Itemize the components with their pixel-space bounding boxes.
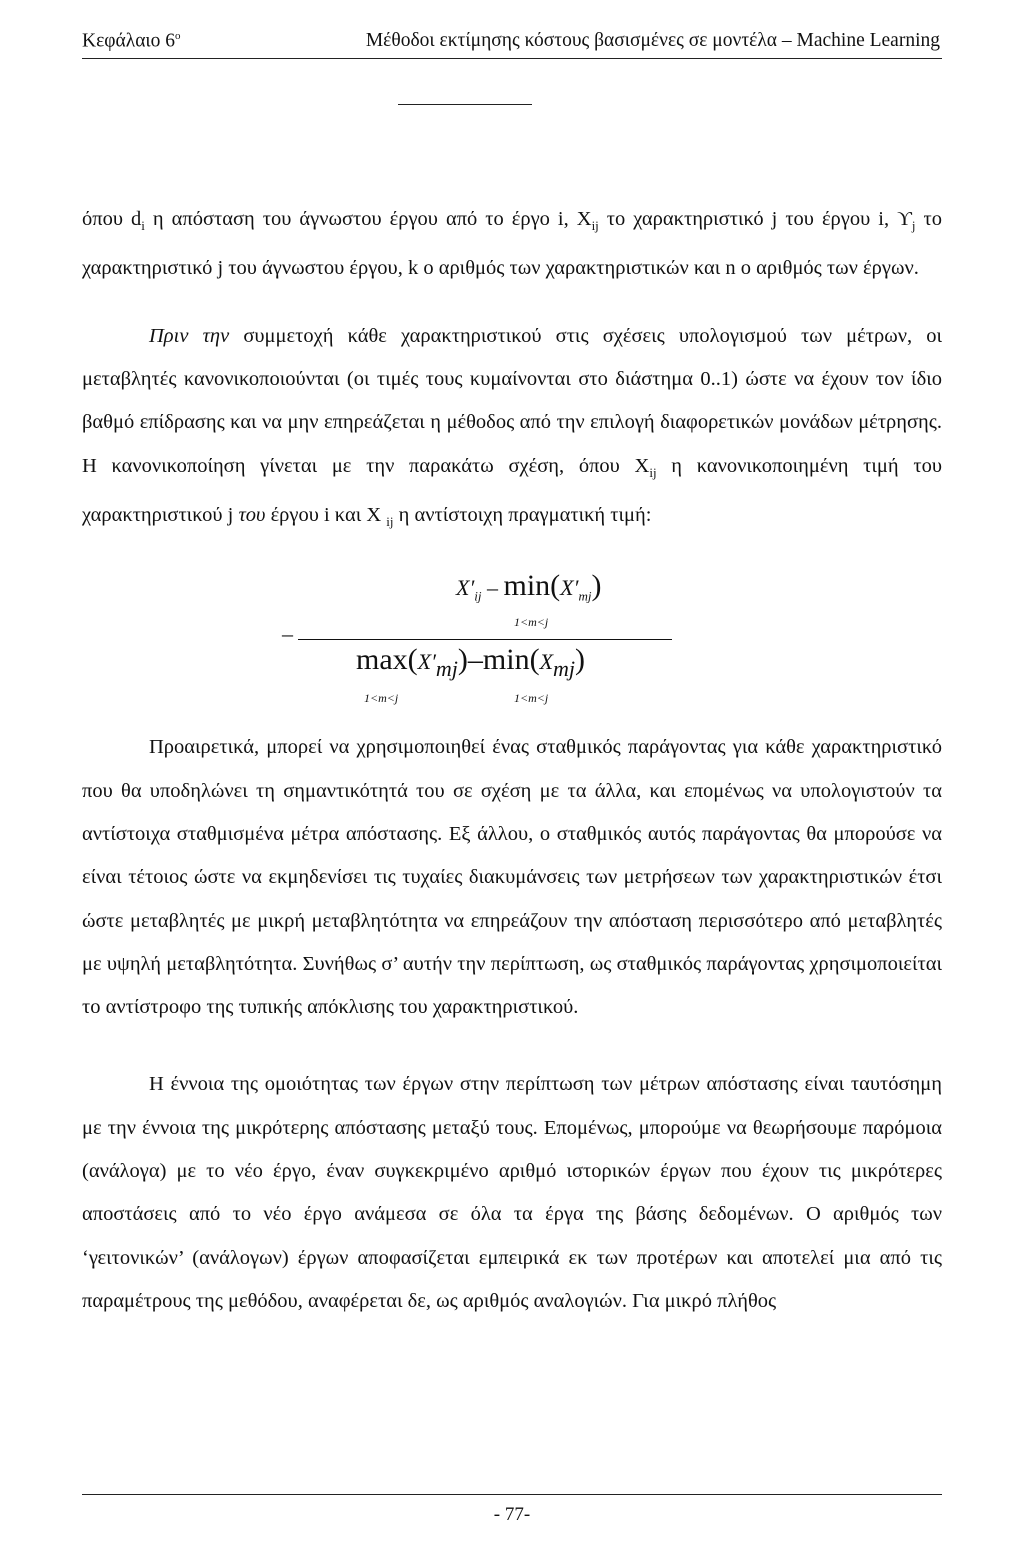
normalization-formula bbox=[82, 551, 942, 726]
chapter-label: Κεφάλαιο $6^o$ bbox=[82, 30, 181, 52]
paragraph-variables: όπου $d_i$ η απόσταση του άγνωστου έργου από το έργο i, $X_{ij}$ το χαρακτηριστικό j του έργου i, $ϒ_j$ το χαρακτηριστικό j του άγνωστου έργου, k ο αριθμός των χαρακτηριστικών και n ο αριθμός των έργων. bbox=[82, 208, 943, 280]
fraction-bar bbox=[298, 639, 672, 640]
formula-range-min: 1<m<j bbox=[514, 691, 549, 706]
paragraph-normalization: Πριν την συμμετοχή κάθε χαρακτηριστικού στις σχέσεις υπολογισμού των μέτρων, οι μεταβλητές κανονικοποιούνται (οι τιμές τους κυμαίνονται στο διάστημα 0..1) ώστε να έχουν τον ίδιο βαθμό επίδρασης και να μην επηρεάζεται η μέθοδος από την επιλογή διαφορετικών μονάδων μέτρησης. Η κανονικοποίηση γίνεται με την παρακάτω σχέση, όπου $X_{ij}$ η κανονικοποιημένη τιμή του χαρακτηριστικού j του έργου i και X $_{ij}$ η αντίστοιχη πραγματική τιμή: bbox=[82, 324, 942, 530]
running-header bbox=[82, 30, 942, 60]
formula-leading-minus: – bbox=[282, 621, 293, 647]
short-separator-rule bbox=[398, 104, 532, 105]
paragraph-similarity: Η έννοια της ομοιότητας των έργων στην περίπτωση των μέτρων απόστασης είναι ταυτόσημη με την έννοια της μικρότερης απόστασης μεταξύ τους. Επομένως, μπορούμε να θεωρήσουμε παρόμοια (ανάλογα) με το νέο έργο, έναν συγκεκριμένο αριθμό ιστορικών έργων που έχουν τις μικρότερες αποστάσεις από το νέο έργο ανάμεσα σε όλα τα έργα της βάσης δεδομένων. Ο αριθμός των ‘γειτονικών’ (ανάλογων) έργων αποφασίζεται εμπειρικά εκ των προτέρων και αποτελεί μια από τις παραμέτρους της μεθόδου, αναφέρεται δε, ως αριθμός αναλογιών. Για μικρό πλήθος bbox=[82, 1073, 942, 1312]
formula-range-max: 1<m<j bbox=[364, 691, 399, 706]
formula-numerator: $X'_{ij} - \min(X'_{mj})$ bbox=[456, 569, 602, 604]
chapter-title: Μέθοδοι εκτίμησης κόστους βασισμένες σε μοντέλα – Machine Learning bbox=[365, 30, 940, 51]
footer-rule bbox=[82, 1494, 942, 1495]
formula-range-numerator: 1<m<j bbox=[514, 615, 549, 630]
formula-denominator: $\max(X'_{mj})-\min(X_{mj})$ bbox=[356, 643, 586, 682]
body-text bbox=[82, 198, 942, 1323]
header-rule bbox=[82, 58, 942, 59]
page-number: - 77- bbox=[493, 1504, 531, 1525]
paragraph-weighting: Προαιρετικά, μπορεί να χρησιμοποιηθεί ένας σταθμικός παράγοντας για κάθε χαρακτηριστικό που θα υποδηλώνει τη σημαντικότητά του σε σχέση με τα άλλα, και επομένως να υπολογιστούν τα αντίστοιχα σταθμισμένα μέτρα απόστασης. Εξ άλλου, ο σταθμικός αυτός παράγοντας θα μπορούσε να είναι τέτοιος ώστε να εκμηδενίσει τις τυχαίες διακυμάνσεις των μετρήσεων των χαρακτηριστικών έτσι ώστε μεταβλητές με μικρή μεταβλητότητα να επηρεάζουν την απόσταση περισσότερο από μεταβλητές με υψηλή μεταβλητότητα. Συνήθως σ’ αυτήν την περίπτωση, ως σταθμικός παράγοντας χρησιμοποιείται το αντίστροφο της τυπικής απόκλισης του χαρακτηριστικού. bbox=[82, 736, 942, 1019]
